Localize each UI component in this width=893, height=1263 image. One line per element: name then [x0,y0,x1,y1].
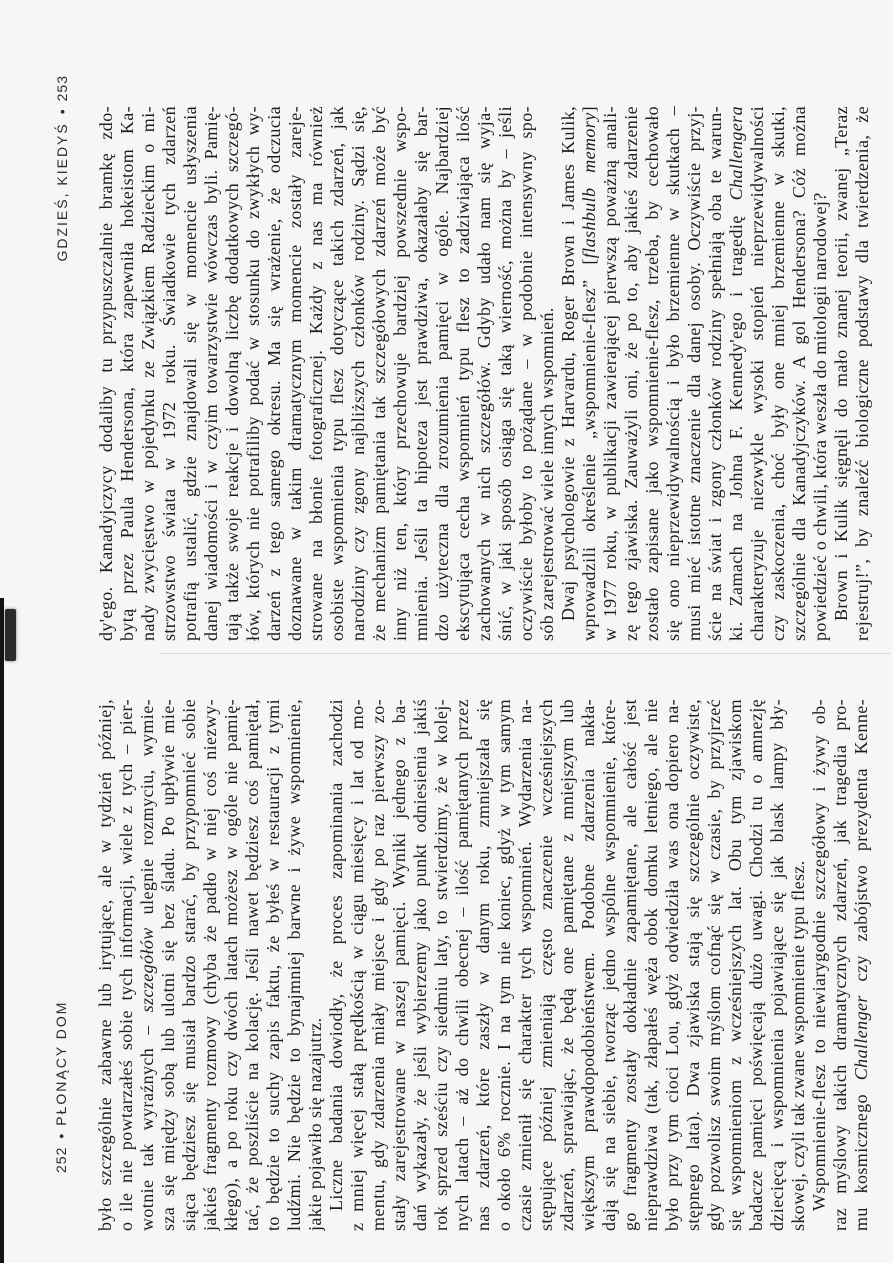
text-line: dy'ego. Kanadyjczycy dodaliby tu przypuszczalnie bramkę zdo- [96,106,116,641]
text-line: tają także swoje reakcje i dowolną liczbę dodatkowych szczegó- [222,106,242,641]
text-line: to będzie to suchy zapis faktu, że byłeś w restauracji z tymi [263,699,283,1231]
paragraph [326,699,809,1231]
text-line: oczywiście byłoby to pożądane – w podobnie intensywny spo- [516,106,536,641]
italic-text: Challenger [851,995,871,1081]
text-line: jakieś fragmenty rozmowy (chyba że padło w niej coś niezwy- [200,699,220,1231]
text-line: charakteryzuje niezwykle wysoki stopień nieprzewidywalności [747,106,767,641]
text-line: badacze pamięci poświęcają dużo uwagi. Chodzi tu o amnezję [746,699,766,1231]
italic-text: flashbulb memory [579,112,599,259]
paragraph [95,699,326,1231]
running-header-right [53,75,71,262]
text-segment: ulegnie rozmyciu, wymie- [137,699,157,928]
text-line: szczególnie dla Kanadyjczyków. A gol Hendersona? Cóż można [789,106,809,641]
paragraph [558,106,831,641]
text-line: skowej, czyli tak zwane wspomnienie typu flesz. [788,860,808,1231]
text-line: ekscytująca cecha wspomnień typu flesz to zadziwiająca ilość [453,106,473,641]
text-line: strzowstwo świata w 1972 roku. Świadkowie tych zdarzeń [159,106,179,641]
header-separator: • [53,1133,69,1139]
text-line: tać, że poszliście na kolację. Jeśli nawet będziesz coś pamiętał, [242,699,262,1231]
text-line: dzo użyteczna dla zrozumienia pamięci w ogóle. Najbardziej [432,106,452,641]
text-line: w 1977 roku, w publikacji zawierającej pierwszą poważną anali- [600,106,620,641]
gutter-fold [160,653,890,654]
italic-text: szczegółów [137,927,157,1013]
text-line: musi mieć istotne znaczenie dla danej osoby. Oczywiście przyj- [684,106,704,641]
text-line: zachowanych w nich szczegółów. Gdyby udało nam się wyja- [474,106,494,641]
scan-edge-shadow [0,598,4,1263]
text-line: dają się na siebie, tworząc jedno wspólne wspomnienie, które- [599,699,619,1231]
page-number: 253 [54,75,70,102]
text-segment: wotnie tak wyraźnych – [137,1012,157,1231]
text-line: stępnego lata). Dwa zjawiska stają się szczególnie oczywiste, [683,699,703,1231]
text-line: nych latach – aż do chwili obecnej – ilość pamiętanych przez [452,699,472,1231]
text-line: o ile nie powtarzałeś sobie tych informacji, wiele z tych – pier- [116,699,136,1231]
text-line: się wspomnieniom z wcześniejszych lat. Obu tym zjawiskom [725,699,745,1231]
text-line [137,699,158,1231]
text-line: Dwaj psychologowie z Harvardu, Roger Brown i James Kulik, [558,106,578,621]
text-line: go fragmenty zostały dokładnie zapamiętane, ale całość jest [620,699,640,1231]
text-line [851,699,872,1231]
text-line: bytą przez Paula Hendersona, która zapewniła hokeistom Ka- [117,106,137,641]
text-line: danej wiadomości i w czyim towarzystwie wówczas byli. Pamię- [201,106,221,641]
text-line [726,106,747,641]
text-segment: ] [579,106,599,113]
text-line: narodziny czy zgony najbliższych członków rodziny. Sądzi się, [348,106,368,641]
text-line: mnienia. Jeśli ta hipoteza jest prawdziwa, okazałaby się bar- [411,106,431,641]
text-line: ście na świat i zgony członków rodziny spełniają oba te warun- [705,106,725,641]
text-line: sza się między sobą lub ulotni się bez śladu. Po upływie mie- [158,699,178,1231]
text-line: czasie zmienił się charakter tych wspomnień. Wydarzenia na- [515,699,535,1231]
text-column-left-page [95,699,872,1231]
text-line: się ono nieprzewidywalnością i było brzemienne w skutkach – [663,106,683,641]
text-line: dań wykazały, że jeśli wybierzemy jako punkt odniesienia jakiś [410,699,430,1231]
text-line: doznawane w takim dramatycznym momencie zostały zareje- [285,106,305,641]
text-line [579,106,600,641]
text-line: zę tego zjawiska. Zauważyli oni, że po to, aby jakieś zdarzenie [621,106,641,641]
text-line: siąca będziesz się musiał bardzo starać, by przypomnieć sobie [179,699,199,1231]
text-line: potrafią ustalić, gdzie znajdowali się w momencie usłyszenia [180,106,200,641]
running-head-title: PŁONĄCY DOM [53,1000,69,1126]
page-number: 252 [53,1146,69,1173]
text-line: stępujące później zmieniają często znaczenie wcześniejszych [536,699,556,1231]
text-line: gdy pozwolisz swoim myślom cofnąć się w czasie, by przyjrzeć [704,699,724,1231]
text-segment: mu kosmicznego [851,1080,871,1231]
text-line: rejestruj!”, by znaleźć biologiczne podstawy dla twierdzenia, że [852,106,872,641]
text-line: z mniej więcej stałą prędkością w ciągu miesięcy i lat od mo- [347,699,367,1231]
text-line: stały zarejestrowane w naszej pamięci. Wyniki jednego z ba- [389,699,409,1231]
text-line: dziecięcą i wspomnienia pojawiające się jak blask lampy bły- [767,699,787,1231]
running-head-title: GDZIEŚ, KIEDYŚ [54,122,70,262]
running-header-left [52,1001,70,1173]
paragraph [831,106,873,641]
text-line: czy zaskoczenia, choć były one mniej brzemienne w skutki, [768,106,788,641]
text-line: ludźmi. Nie będzie to bynajmniej barwne i żywe wspomnienie, [284,699,304,1231]
text-line: nas zdarzeń, które zaszły w danym roku, zmniejszała się [473,699,493,1231]
text-line: osobiste wspomnienia typu flesz dotyczące takich zdarzeń, jak [327,106,347,641]
text-line: inny niż ten, który przechowuje bardziej powszednie wspo- [390,106,410,641]
gutter-blot [5,609,16,661]
text-line: powiedzieć o chwili, która weszła do mitologii narodowej? [810,192,830,641]
text-line: zostało zapisane jako wspomnienie-flesz, trzeba, by cechowało [642,106,662,641]
text-line: jakie pojawiło się nazajutrz. [305,1017,325,1231]
text-segment: ki. Zamach na Johna F. Kennedy'ego i tragedię [726,200,746,641]
text-line: nady zwycięstwo w pojedynku ze Związkiem Radzieckim o mi- [138,106,158,641]
text-segment: czy zabójstwo prezydenta Kenne- [851,699,871,996]
text-line: sób zarejestrować wiele innych wspomnień. [537,307,557,641]
paragraph [96,106,558,641]
text-line: Brown i Kulik sięgnęli do mało znanej teorii, zwanej „Teraz [831,106,851,621]
italic-text: Challengera [726,106,746,201]
text-line: było przy tym cioci Lou, gdyż odwiedziła was ona dopiero na- [662,699,682,1231]
text-line: śnić, w jaki sposób osiąga się taką wierność, można by – jeśli [495,106,515,641]
text-column-right-page [96,106,873,641]
text-line: rok sprzed sześciu czy siedmiu laty, to stwierdzimy, że w kolej- [431,699,451,1231]
header-separator: • [54,109,70,115]
text-line: zdarzeń, sprawiając, że będą one pamiętane z mniejszym lub [557,699,577,1231]
text-line: większym prawdopodobieństwem. Podobne zdarzenia nakła- [578,699,598,1231]
paragraph [809,699,872,1231]
text-line: łów, których nie potrafiliby podać w stosunku do zwykłych wy- [243,106,263,641]
text-line: raz myślowy takich dramatycznych zdarzeń, jak tragedia pro- [830,699,850,1231]
text-line: było szczególnie zabawne lub irytujące, ale w tydzień później, [95,699,115,1231]
text-line: kłego), a po roku czy dwóch latach możesz w ogóle nie pamię- [221,699,241,1231]
text-line: Wspomnienie-flesz to niewiarygodnie szczegółowy i żywy ob- [809,699,829,1211]
text-line: strowane na błonie fotograficznej. Każdy z nas ma również [306,106,326,641]
text-line: mentu, gdy zdarzenia miały miejsce i gdy po raz pierwszy zo- [368,699,388,1231]
text-line: darzeń z tego samego okresu. Ma się wrażenie, że odczucia [264,106,284,641]
text-line: o około 6% rocznie. I na tym nie koniec, gdyż w tym samym [494,699,514,1231]
text-line: że mechanizm pamiętania tak szczegółowych zdarzeń może być [369,106,389,641]
text-line: Liczne badania dowiodły, że proces zapominania zachodzi [326,699,346,1211]
text-segment: wprowadzili określenie „wspomnienie-flesz” [ [579,258,599,641]
text-line: nieprawdziwa (tak, złapałeś węża obok domku letniego, ale nie [641,699,661,1231]
